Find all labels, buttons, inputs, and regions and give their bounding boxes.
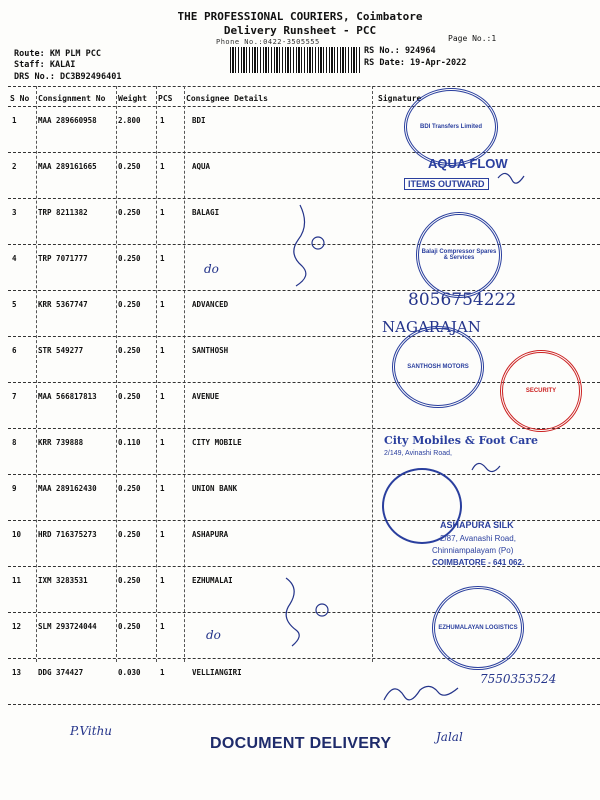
row-consignment: TRP 7071777	[38, 254, 88, 263]
row-consignee: EZHUMALAI	[192, 576, 233, 585]
page-number: Page No.:1	[448, 34, 497, 43]
row-consignee: BALAGI	[192, 208, 220, 217]
row-consignment: MAA 289162430	[38, 484, 97, 493]
row-pcs: 1	[160, 254, 165, 263]
row-sno: 2	[12, 162, 17, 171]
col-weight: Weight	[118, 94, 147, 103]
row-pcs: 1	[160, 392, 165, 401]
scribble-ezhumalai	[286, 578, 299, 646]
route-label: Route: KM PLM PCC	[14, 49, 101, 59]
row-weight: 0.110	[118, 438, 141, 447]
phone-number: Phone No.:0422-3505555	[216, 38, 320, 46]
city-mobiles-stamp: City Mobiles & Foot Care	[384, 434, 539, 447]
row-weight: 0.250	[118, 254, 141, 263]
row-sno: 13	[12, 668, 22, 677]
row-weight: 0.030	[118, 668, 141, 677]
scribble-aqua	[498, 173, 524, 183]
row-sno: 11	[12, 576, 22, 585]
row-pcs: 1	[160, 346, 165, 355]
row-sno: 8	[12, 438, 17, 447]
row-sno: 10	[12, 530, 22, 539]
ashapura-addr-2: Chinniampalayam (Po)	[432, 546, 514, 555]
staff-label: Staff: KALAI	[14, 60, 76, 70]
row-weight: 2.800	[118, 116, 141, 125]
signature-right: Jalal	[436, 730, 463, 744]
scribble-balaji	[294, 205, 306, 286]
col-sno: S No	[10, 94, 30, 103]
row-weight: 0.250	[118, 622, 141, 631]
row-sno: 12	[12, 622, 22, 631]
col-consignee: Consignee Details	[186, 94, 268, 103]
rs-date: RS Date: 19-Apr-2022	[364, 58, 467, 68]
row-pcs: 1	[160, 484, 165, 493]
document-delivery-label: DOCUMENT DELIVERY	[210, 735, 392, 752]
row-weight: 0.250	[118, 300, 141, 309]
col-pcs: PCS	[158, 94, 173, 103]
row-consignment: DDG 374427	[38, 668, 84, 677]
col-signature: Signature	[378, 94, 422, 103]
row-consignee: AVENUE	[192, 392, 220, 401]
row-pcs: 1	[160, 162, 165, 171]
row12-mark: do	[206, 628, 221, 642]
scribble-city-mobile	[472, 463, 500, 471]
col-consignment: Consignment No	[38, 94, 106, 103]
row-pcs: 1	[160, 300, 165, 309]
ashapura-addr-3: COIMBATORE - 641 062.	[432, 558, 525, 567]
row-consignment: TRP 8211382	[38, 208, 88, 217]
row-consignment: HRD 716375273	[38, 530, 97, 539]
row-weight: 0.250	[118, 392, 141, 401]
scribble-circle	[316, 604, 328, 616]
row-sno: 3	[12, 208, 17, 217]
row-sno: 4	[12, 254, 17, 263]
row-weight: 0.250	[118, 530, 141, 539]
ashapura-addr-1: 2/87, Avanashi Road,	[440, 534, 516, 543]
handwritten-name: NAGARAJAN	[382, 318, 481, 336]
signature-left: P.Vithu	[70, 724, 113, 738]
row-sno: 9	[12, 484, 17, 493]
row-consignment: SLM 293724044	[38, 622, 97, 631]
row-sno: 1	[12, 116, 17, 125]
santhosh-stamp-text: SANTHOSH MOTORS	[407, 364, 469, 370]
row-consignment: KRR 739888	[38, 438, 84, 447]
row-consignee: ADVANCED	[192, 300, 229, 309]
row4-mark: do	[204, 262, 219, 276]
row-pcs: 1	[160, 576, 165, 585]
row-pcs: 1	[160, 116, 165, 125]
balaji-stamp-text: Balaji Compressor Spares & Services	[421, 249, 497, 261]
row-consignee: CITY MOBILE	[192, 438, 242, 447]
row-pcs: 1	[160, 668, 165, 677]
row-pcs: 1	[160, 208, 165, 217]
runsheet-subtitle: Delivery Runsheet - PCC	[223, 24, 377, 37]
row-consignee: UNION BANK	[192, 484, 238, 493]
row-sno: 5	[12, 300, 17, 309]
row-consignee: AQUA	[192, 162, 211, 171]
bdi-stamp-text: BDI Transfers Limited	[419, 124, 482, 130]
row-consignment: MAA 566817813	[38, 392, 97, 401]
aqua-flow-stamp: AQUA FLOW	[428, 156, 508, 171]
row-pcs: 1	[160, 438, 165, 447]
row-weight: 0.250	[118, 162, 141, 171]
row-consignment: STR 549277	[38, 346, 84, 355]
company-title: THE PROFESSIONAL COURIERS, Coimbatore	[177, 10, 423, 23]
items-outward-stamp: ITEMS OUTWARD	[404, 178, 489, 190]
city-mobiles-address: 2/149, Avinashi Road,	[384, 450, 452, 457]
scribble-circle	[312, 237, 324, 249]
row-weight: 0.250	[118, 576, 141, 585]
scribble-velliangiri	[384, 686, 458, 700]
row-consignment: KRR 5367747	[38, 300, 88, 309]
row-consignee: SANTHOSH	[192, 346, 229, 355]
row-weight: 0.250	[118, 346, 141, 355]
handwritten-phone: 8056754222	[408, 290, 517, 310]
row-pcs: 1	[160, 622, 165, 631]
row-weight: 0.250	[118, 484, 141, 493]
row-consignment: MAA 289660958	[38, 116, 97, 125]
row-sno: 7	[12, 392, 17, 401]
row-consignment: IXM 3283531	[38, 576, 88, 585]
ashapura-stamp-name: ASHAPURA SILK	[440, 520, 514, 530]
ezhumalai-stamp-text: EZHUMALAYAN LOGISTICS	[438, 625, 518, 631]
row-consignee: BDI	[192, 116, 206, 125]
row-pcs: 1	[160, 530, 165, 539]
drs-number: DRS No.: DC3B92496401	[14, 72, 122, 82]
row-consignment: MAA 289161665	[38, 162, 97, 171]
handwritten-last-phone: 7550353524	[480, 672, 557, 686]
rs-number: RS No.: 924964	[364, 46, 436, 56]
row-consignee: VELLIANGIRI	[192, 668, 242, 677]
avenue-stamp-text: SECURITY	[525, 388, 557, 394]
row-weight: 0.250	[118, 208, 141, 217]
row-consignee: ASHAPURA	[192, 530, 229, 539]
row-sno: 6	[12, 346, 17, 355]
